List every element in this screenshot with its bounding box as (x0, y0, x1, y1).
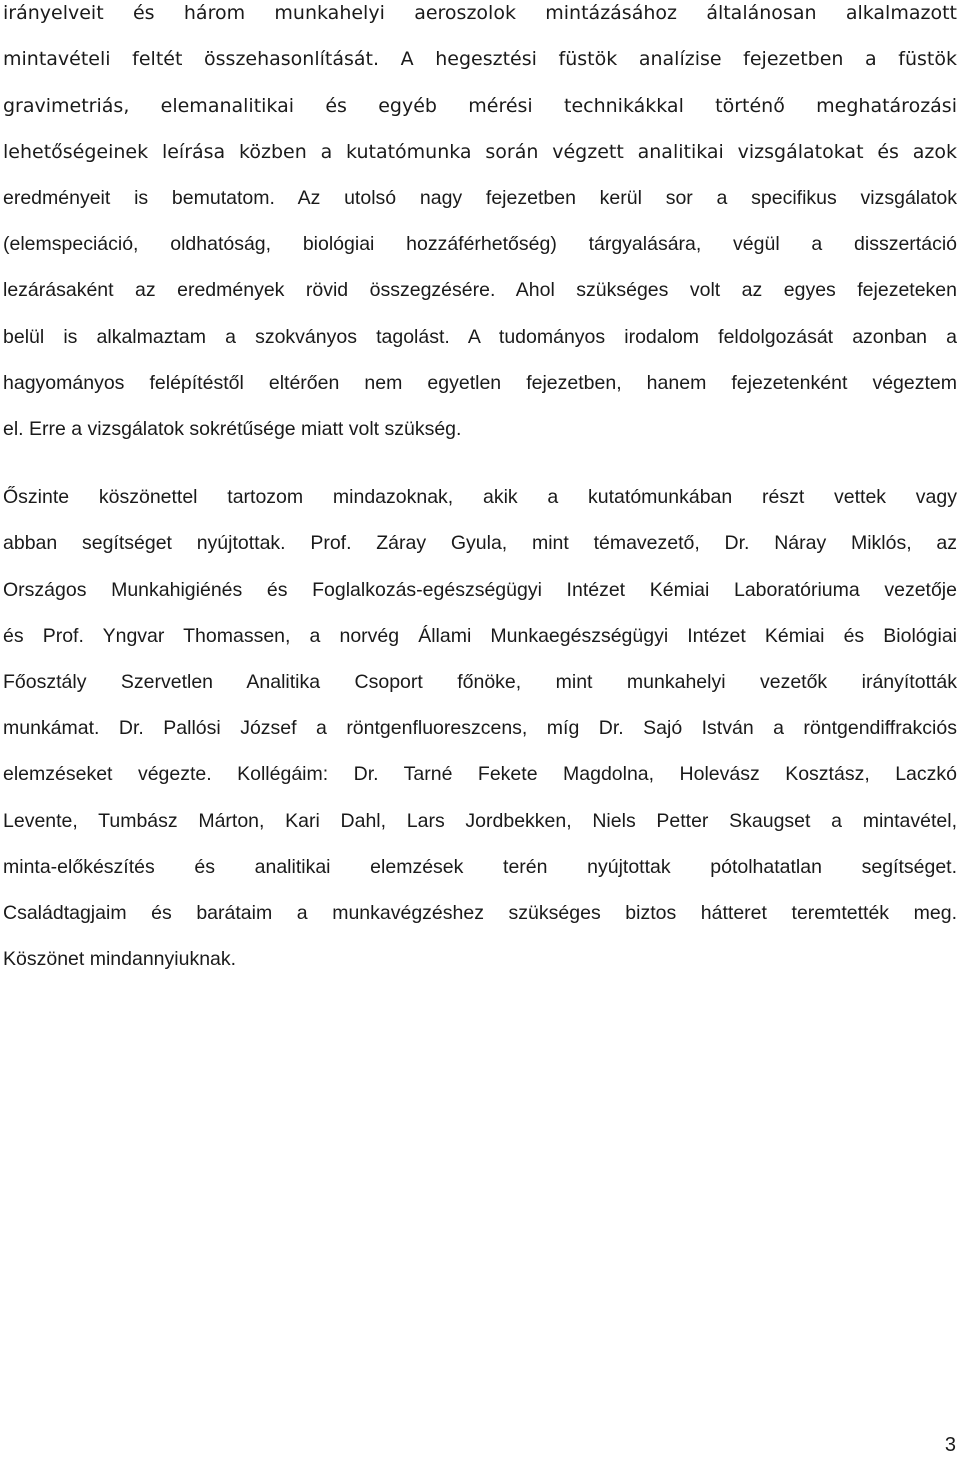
text-line: el. Erre a vizsgálatok sokrétűsége miatt volt szükség. (3, 418, 462, 440)
text-line: belül is alkalmaztam a szokványos tagolást. A tudományos irodalom feldolgozását azonban a (3, 326, 957, 348)
text-line: Családtagjaim és barátaim a munkavégzéshez szükséges biztos hátteret teremtették meg. (3, 902, 957, 924)
text-line: Főosztály Szervetlen Analitika Csoport főnöke, mint munkahelyi vezetők irányították (3, 671, 957, 693)
text-line: Levente, Tumbász Márton, Kari Dahl, Lars Jordbekken, Niels Petter Skaugset a mintavétel, (3, 810, 957, 832)
text-line: (elemspeciáció, oldhatóság, biológiai hozzáférhetőség) tárgyalására, végül a disszertáció (3, 233, 957, 255)
text-line: abban segítséget nyújtottak. Prof. Záray Gyula, mint témavezető, Dr. Náray Miklós, az (3, 532, 957, 554)
text-line: lehetőségeinek leírása közben a kutatómunka során végzett analitikai vizsgálatokat és azok (3, 141, 957, 163)
text-line: eredményeit is bemutatom. Az utolsó nagy fejezetben kerül sor a specifikus vizsgálatok (3, 187, 957, 209)
text-line: irányelveit és három munkahelyi aeroszolok mintázásához általánosan alkalmazott (3, 2, 957, 24)
text-line: Köszönet mindannyiuknak. (3, 948, 237, 970)
text-line: minta-előkészítés és analitikai elemzések terén nyújtottak pótolhatatlan segítséget. (3, 856, 957, 878)
page-number: 3 (944, 1434, 956, 1456)
text-line: Országos Munkahigiénés és Foglalkozás-egészségügyi Intézet Kémiai Laboratóriuma vezetője (3, 579, 957, 601)
text-line: Őszinte köszönettel tartozom mindazoknak, akik a kutatómunkában részt vettek vagy (3, 486, 957, 508)
text-line: hagyományos felépítéstől eltérően nem egyetlen fejezetben, hanem fejezetenként végeztem (3, 372, 957, 394)
text-line: és Prof. Yngvar Thomassen, a norvég Állami Munkaegészségügyi Intézet Kémiai és Biológiai (3, 625, 957, 647)
text-line: lezárásaként az eredmények rövid összegzésére. Ahol szükséges volt az egyes fejezeteken (3, 279, 957, 301)
text-line: munkámat. Dr. Pallósi József a röntgenfluoreszcens, míg Dr. Sajó István a röntgendiffrakciós (3, 717, 957, 739)
text-line: gravimetriás, elemanalitikai és egyéb mérési technikákkal történő meghatározási (3, 95, 957, 117)
text-line: mintavételi feltét összehasonlítását. A hegesztési füstök analízise fejezetben a füstök (3, 48, 957, 70)
text-line: elemzéseket végezte. Kollégáim: Dr. Tarné Fekete Magdolna, Holevász Kosztász, Laczkó (3, 763, 957, 785)
